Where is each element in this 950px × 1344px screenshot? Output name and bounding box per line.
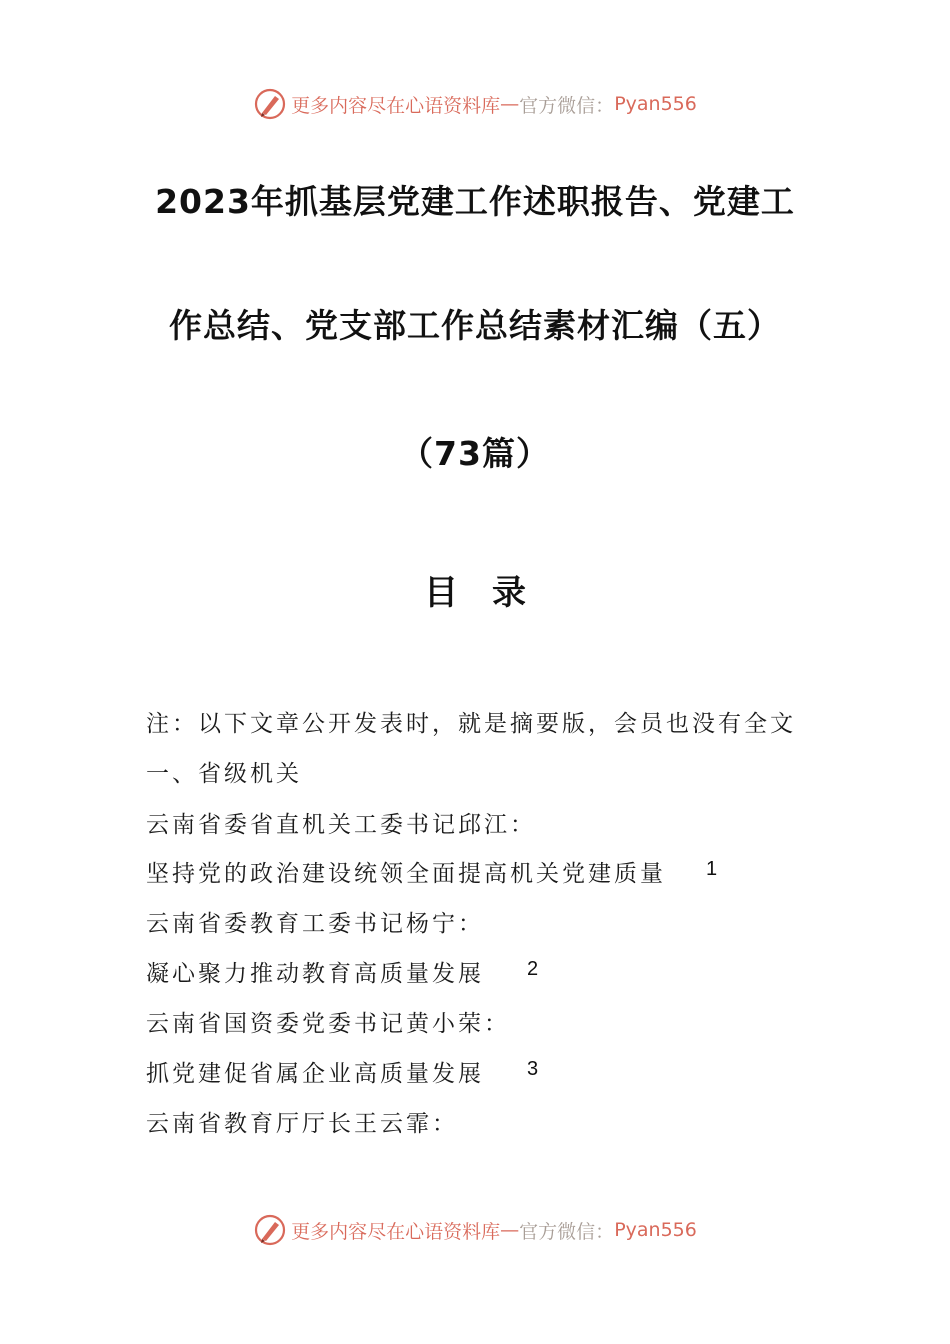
- footer-banner: [0, 1210, 950, 1250]
- toc-entry-author: 云南省委省直机关工委书记邱江：: [146, 812, 536, 838]
- header-banner: [0, 84, 950, 124]
- toc-entry-author: 云南省国资委党委书记黄小荣：: [146, 1011, 510, 1037]
- banner-separator: —: [500, 93, 520, 115]
- toc-heading: 目录: [424, 573, 560, 613]
- toc-page-number: 2: [527, 958, 539, 980]
- banner-wechat-label: 官方微信：: [519, 94, 615, 117]
- banner-main-text: 更多内容尽在心语资料库: [291, 1220, 501, 1243]
- toc-page-number: 3: [527, 1058, 539, 1080]
- banner-separator: —: [500, 1219, 520, 1241]
- document-title-line-1: 2023年抓基层党建工作述职报告、党建工: [155, 182, 795, 221]
- toc-note: 注：以下文章公开发表时，就是摘要版，会员也没有全文: [146, 711, 796, 737]
- toc-entry-author: 云南省委教育工委书记杨宁：: [146, 911, 484, 937]
- banner-account: Pyan556: [614, 93, 697, 115]
- document-title-count: （73篇）: [400, 434, 550, 473]
- toc-section-heading: 一、省级机关: [146, 761, 302, 787]
- toc-entry-title[interactable]: 坚持党的政治建设统领全面提高机关党建质量: [146, 861, 666, 887]
- banner-wechat-label: 官方微信：: [519, 1220, 615, 1243]
- toc-entry-author: 云南省教育厅厅长王云霏：: [146, 1111, 458, 1137]
- toc-page-number: 1: [706, 858, 718, 880]
- banner-main-text: 更多内容尽在心语资料库: [291, 94, 501, 117]
- pen-logo-icon: [253, 1213, 287, 1247]
- pen-logo-icon: [253, 87, 287, 121]
- banner-account: Pyan556: [614, 1219, 697, 1241]
- toc-entry-title[interactable]: 凝心聚力推动教育高质量发展: [146, 961, 484, 987]
- document-title-line-2: 作总结、党支部工作总结素材汇编（五）: [169, 306, 781, 345]
- toc-entry-title[interactable]: 抓党建促省属企业高质量发展: [146, 1061, 484, 1087]
